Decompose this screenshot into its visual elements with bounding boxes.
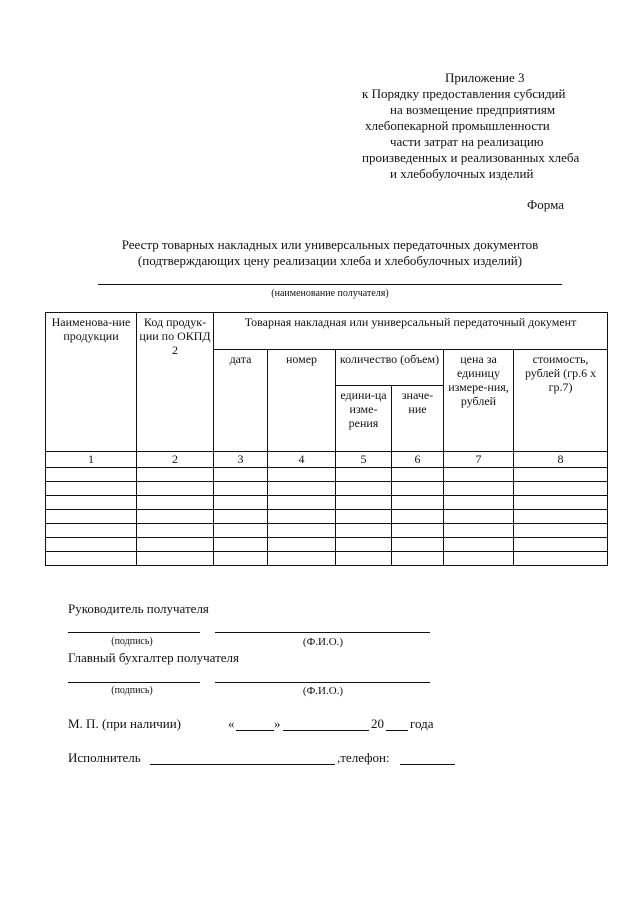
accountant-label: Главный бухгалтер получателя [68,650,240,665]
form-label: Форма [527,197,564,212]
header-number: номер [268,350,336,452]
title-line-1: Реестр товарных накладных или универсальных передаточных документов [121,237,539,252]
header-document-group: Товарная накладная или универсальный передаточный документ [214,313,608,350]
header-unit: едини-ца изме-рения [336,386,392,452]
column-number: 2 [137,452,214,468]
recipient-caption: (наименование получателя) [271,288,389,299]
appendix-line: хлебопекарной промышленности [365,118,550,133]
header-unit-price: цена за единицу измере-ния, рублей [444,350,514,452]
appendix-line: части затрат на реализацию [390,134,544,149]
date-close-quote: » [274,716,281,731]
table-row [46,510,608,524]
recipient-name-line [98,284,562,285]
table-row [46,468,608,482]
date-month-line[interactable] [283,730,369,731]
column-number-row [46,452,608,468]
registry-table [45,312,608,566]
head-label: Руководитель получателя [68,601,209,616]
table-row [46,552,608,566]
head-fio-line[interactable] [215,632,430,633]
table-row [46,482,608,496]
appendix-line: Приложение 3 [445,70,525,85]
date-year-suffix: года [410,716,434,731]
date-year-prefix: 20 [371,716,384,731]
appendix-line: произведенных и реализованных хлеба [362,150,580,165]
table-row [46,538,608,552]
column-number: 7 [444,452,514,468]
stamp-label: М. П. (при наличии) [68,716,182,731]
head-sign-caption: (подпись) [111,636,153,647]
header-cost: стоимость, рублей (гр.6 х гр.7) [514,350,608,452]
title-line-2: (подтверждающих цену реализации хлеба и хлебобулочных изделий) [137,253,523,268]
column-number: 6 [392,452,444,468]
table-row [46,496,608,510]
date-year-line[interactable] [386,730,408,731]
phone-line[interactable] [400,764,455,765]
appendix-header [340,70,610,182]
head-fio-caption: (Ф.И.О.) [302,636,344,648]
document-title [90,237,570,269]
accountant-signature-line[interactable] [68,682,200,683]
phone-label: ,телефон: [337,750,390,765]
header-quantity: количество (объем) [336,350,444,386]
column-number: 1 [46,452,137,468]
date-open-quote: « [228,716,235,731]
executor-name-line[interactable] [150,764,335,765]
appendix-line: на возмещение предприятиям [390,102,556,117]
appendix-line: к Порядку предоставления субсидий [362,86,566,101]
header-value: значе-ние [392,386,444,452]
column-number: 5 [336,452,392,468]
column-number: 3 [214,452,268,468]
head-signature-line[interactable] [68,632,200,633]
accountant-fio-caption: (Ф.И.О.) [302,685,344,697]
header-product-name: Наименова-ние продукции [46,313,137,452]
table-row [46,524,608,538]
accountant-fio-line[interactable] [215,682,430,683]
accountant-sign-caption: (подпись) [111,685,153,696]
date-day-line[interactable] [236,730,274,731]
header-product-code: Код продук-ции по ОКПД 2 [137,313,214,452]
column-number: 4 [268,452,336,468]
appendix-line: и хлебобулочных изделий [390,166,534,181]
header-date: дата [214,350,268,452]
column-number: 8 [514,452,608,468]
executor-label: Исполнитель [68,750,141,765]
